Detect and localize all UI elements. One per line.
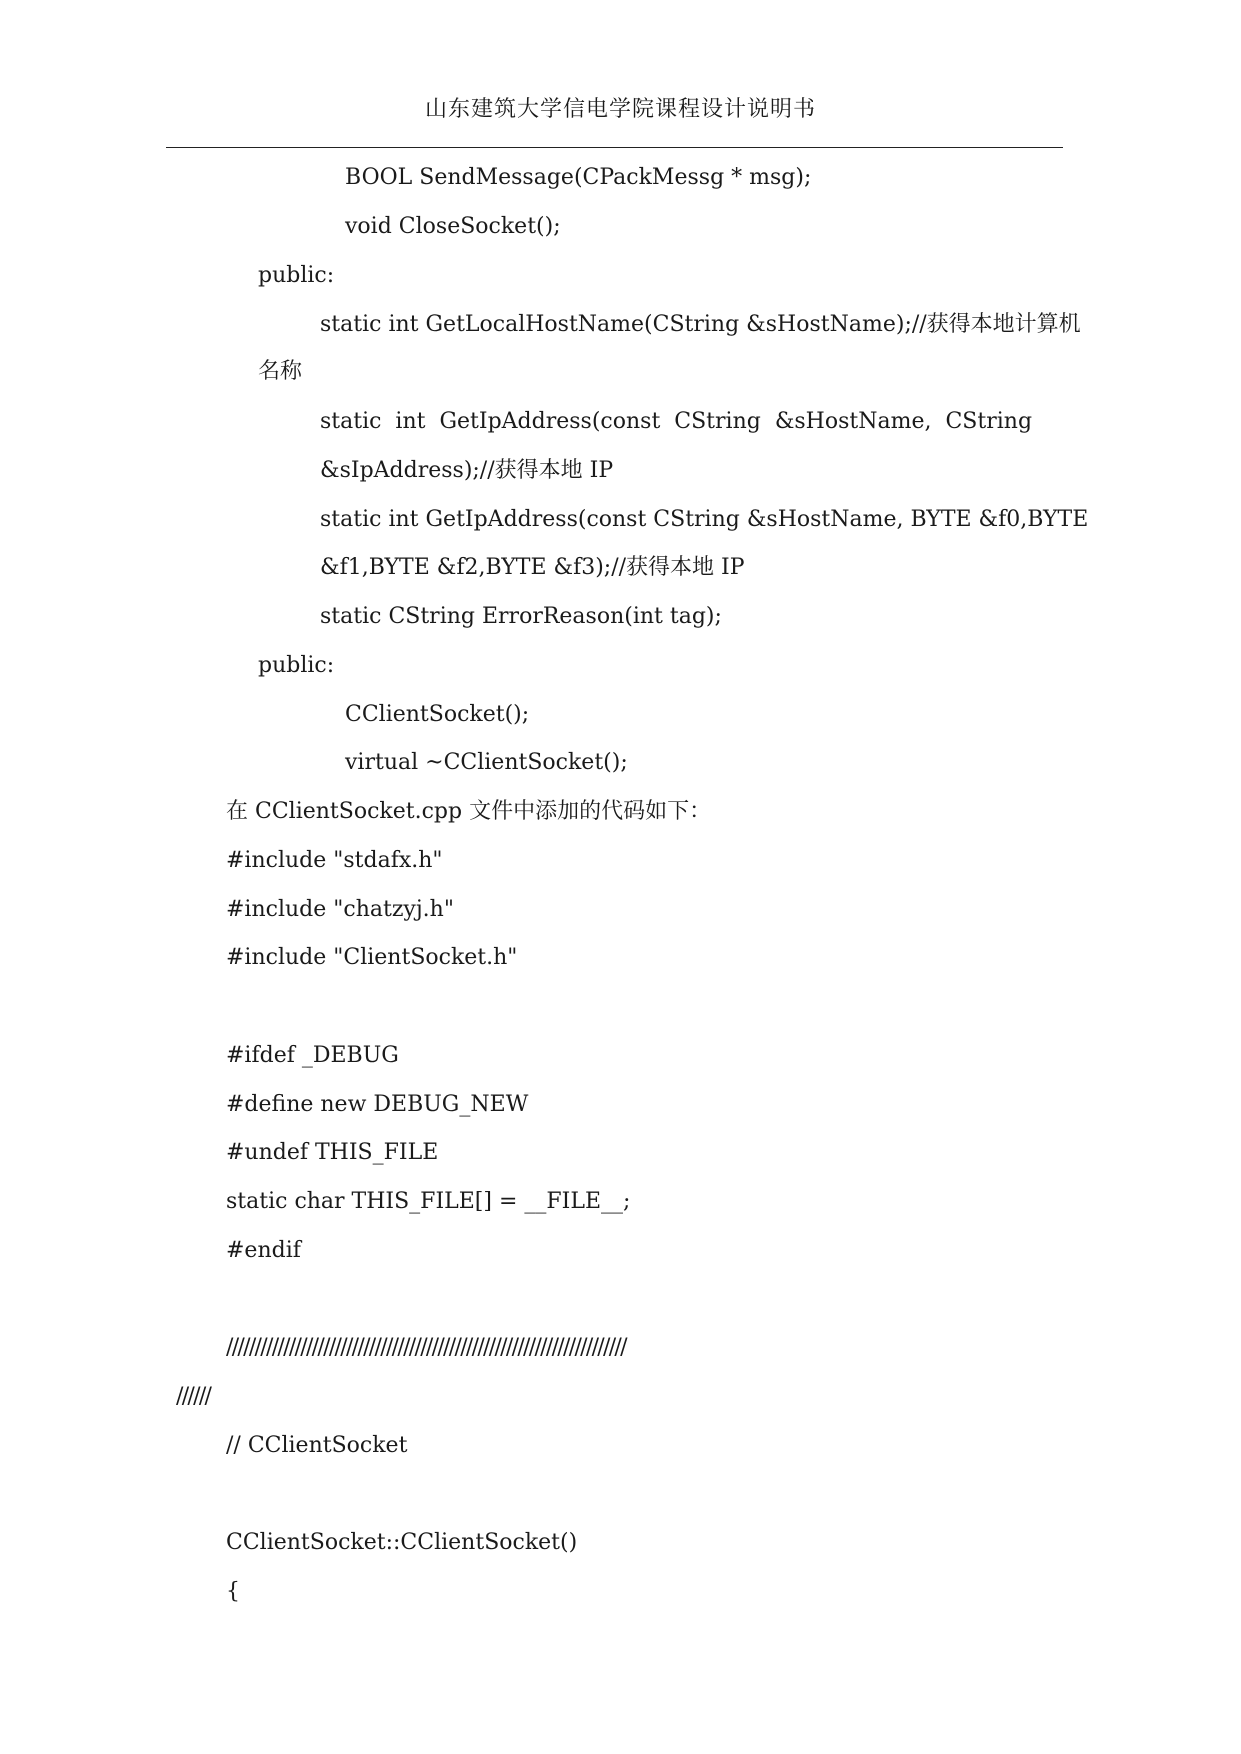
code-line: #define new DEBUG_NEW <box>226 1092 529 1117</box>
code-line: ////// <box>176 1384 211 1409</box>
code-line: #include "stdafx.h" <box>226 848 443 873</box>
code-line: #ifdef _DEBUG <box>226 1043 399 1068</box>
body-text-line: 在 CClientSocket.cpp 文件中添加的代码如下： <box>226 799 712 824</box>
code-line: ////////////////////////////////////////////////////////////////////// <box>226 1335 626 1360</box>
code-line: #include "chatzyj.h" <box>226 897 454 922</box>
code-line: static char THIS_FILE[] = __FILE__; <box>226 1189 631 1214</box>
code-line: #include "ClientSocket.h" <box>226 945 518 970</box>
code-line: static int GetIpAddress(const CString &sHostName, BYTE &f0,BYTE <box>320 507 1089 532</box>
code-line: #endif <box>226 1238 301 1263</box>
code-line: virtual ~CClientSocket(); <box>345 750 628 775</box>
code-line: public: <box>258 263 335 288</box>
code-line: 名称 <box>258 359 303 384</box>
code-line: // CClientSocket <box>226 1433 408 1458</box>
code-line: static CString ErrorReason(int tag); <box>320 604 722 629</box>
code-line: BOOL SendMessage(CPackMessg * msg); <box>345 165 812 190</box>
code-line: public: <box>258 653 335 678</box>
code-line: CClientSocket(); <box>345 702 530 727</box>
code-line: #undef THIS_FILE <box>226 1140 439 1165</box>
header-divider <box>166 147 1063 148</box>
code-line: CClientSocket::CClientSocket() <box>226 1530 578 1555</box>
page-header-title: 山东建筑大学信电学院课程设计说明书 <box>424 97 816 122</box>
code-line: static int GetIpAddress(const CString &sHostName, CString <box>320 409 1033 434</box>
code-line: { <box>226 1579 240 1604</box>
code-line: &sIpAddress);//获得本地 IP <box>320 458 614 483</box>
code-line: &f1,BYTE &f2,BYTE &f3);//获得本地 IP <box>320 555 745 580</box>
code-line: void CloseSocket(); <box>345 214 561 239</box>
code-line: static int GetLocalHostName(CString &sHostName);//获得本地计算机 <box>320 312 1081 337</box>
